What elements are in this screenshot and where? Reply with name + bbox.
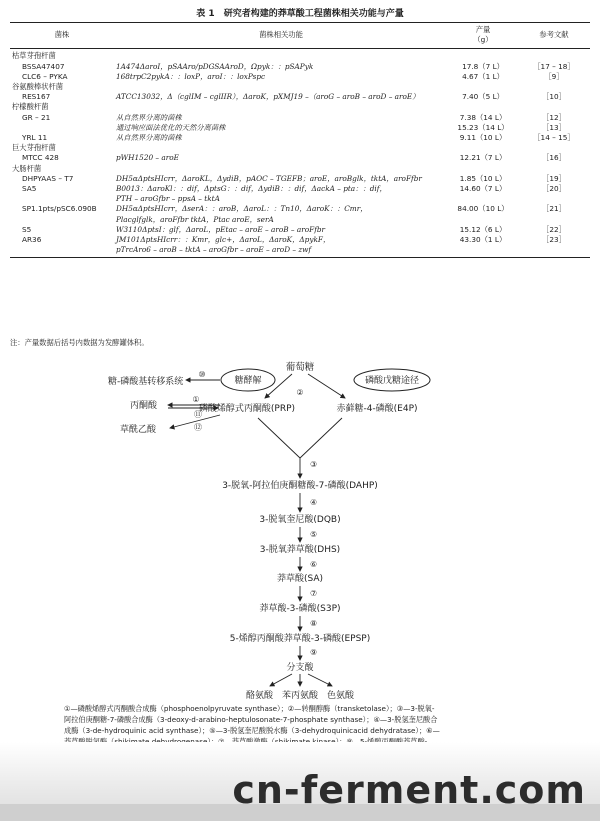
yield-cell (448, 82, 518, 92)
reference-cell (518, 245, 590, 258)
function-cell: DH5αΔptsHIcrr，ΔserA：：aroB，ΔaroL：：Tn10，ΔaroK：：Cmr， (116, 204, 368, 214)
to-tyrosine-arrow (270, 674, 292, 686)
epsp-label: 5-烯醇丙酮酸莽草酸-3-磷酸(EPSP) (229, 634, 371, 644)
strain-table (10, 22, 590, 258)
reference-cell: ［13］ (542, 122, 566, 132)
yield-cell: 15.12（6 L） (459, 224, 507, 234)
strain-cell: 枯草芽孢杆菌 (12, 51, 56, 61)
function-cell: 从自然界分离的菌株 (116, 133, 182, 143)
reference-cell (518, 49, 590, 62)
e4p-converge-line (300, 418, 342, 458)
table-group-row (10, 102, 590, 112)
function-cell: pWH1520 – aroE (116, 153, 179, 163)
table-group-row (10, 82, 590, 92)
dhs-label: 3-脱氧莽草酸(DHS) (259, 545, 341, 555)
function-cell (114, 82, 448, 92)
sa-label: 莽草酸(SA) (276, 574, 324, 584)
table-header-row (10, 23, 590, 49)
function-cell: ATCC13032，Δ（cglIM – cglIIR），ΔaroK，pXMJ19 –（aroG – aroB – aroD – aroE） (116, 92, 420, 102)
function-cell: JM101ΔptsHIcrr：：Kmr，glc+，ΔaroL，ΔaroK，ΔpykF， (116, 235, 331, 245)
site-watermark: cn-ferment.com (232, 768, 586, 812)
yield-cell (448, 215, 518, 225)
step-6-number: ⑥ (310, 560, 318, 569)
table-row (10, 215, 590, 225)
table-row (10, 204, 590, 214)
reference-cell (518, 82, 590, 92)
strain-cell: YRL 11 (22, 133, 48, 143)
pyruvate-label: 丙酮酸 (130, 401, 158, 411)
reference-cell (518, 164, 590, 174)
step-4-number: ④ (310, 498, 318, 507)
reference-cell: ［19］ (542, 173, 566, 183)
yield-cell: 4.67（1 L） (462, 71, 504, 81)
reference-cell: ［20］ (542, 184, 566, 194)
yield-cell: 15.23（14 L） (457, 122, 509, 132)
glucose-label: 葡萄糖 (285, 362, 315, 373)
function-cell (114, 164, 448, 174)
strain-cell: GR – 21 (22, 112, 51, 122)
table-row (10, 62, 590, 72)
yield-cell (448, 164, 518, 174)
table-row (10, 235, 590, 245)
yield-cell: 1.85（10 L） (459, 173, 507, 183)
yield-cell (448, 49, 518, 62)
table-note: 注：产量数据后括号内数据为发酵罐体积。 (10, 338, 149, 347)
step-5-number: ⑤ (310, 530, 318, 539)
table-row (10, 72, 590, 82)
function-cell (114, 143, 448, 153)
table-group-row (10, 164, 590, 174)
table-row (10, 225, 590, 235)
strain-cell (10, 245, 114, 258)
table-row (10, 123, 590, 133)
table-row (10, 153, 590, 163)
pts-label: 糖-磷酸基转移系统 (108, 377, 184, 387)
table-row (10, 174, 590, 184)
header-reference: 参考文献 (518, 23, 590, 49)
reference-cell (518, 143, 590, 153)
reference-cell (518, 102, 590, 112)
reference-cell (518, 194, 590, 204)
strain-cell (10, 215, 114, 225)
function-cell: Placglfglk，aroFfbr tktA，Ptac aroE，serA (116, 214, 274, 224)
pep-converge-line (258, 418, 300, 458)
header-yield: 产量 （g） (448, 23, 518, 49)
reference-cell: ［12］ (542, 112, 566, 122)
legend-line: ①—磷酸烯醇式丙酮酸合成酶（phosphoenolpyruvate synthase）；②—转酮醇酶（transketolase）；③—3-脱氧- (64, 704, 435, 713)
table-group-row (10, 49, 590, 62)
table-group-row (10, 143, 590, 153)
header-function: 菌株相关功能 (114, 23, 448, 49)
shikimate-pathway-diagram (0, 350, 600, 702)
e4p-label: 赤藓糖-4-磷酸(E4P) (336, 404, 418, 414)
legend-line: 成酶（3-de-hydroquinic acid synthase）；⑤—3-脱氢奎尼酸脱水酶（3-dehydroquinicacid dehydratase）；⑥— (64, 726, 440, 735)
strain-cell: 大肠杆菌 (12, 163, 42, 173)
function-cell: B0013：ΔaroKl：：dif，ΔptsG：：dif，ΔydiB：：dif，ΔackA – pta：：dif， (116, 184, 387, 194)
reference-cell (518, 215, 590, 225)
step-2-number: ② (296, 388, 304, 397)
strain-cell: 谷氨酸棒状杆菌 (12, 82, 64, 92)
oxaloacetate-label: 草酰乙酸 (120, 425, 157, 435)
strain-cell: RES167 (22, 92, 51, 102)
strain-cell (10, 194, 114, 204)
pep-label: 磷酸烯醇式丙酮酸(PRP) (198, 404, 296, 414)
yield-cell: 9.11（10 L） (459, 133, 507, 143)
function-cell: 通过响应面法优化的天然分离菌株 (116, 122, 226, 132)
strain-cell: CLC6 – PYKA (22, 71, 68, 81)
reference-cell: ［10］ (542, 92, 566, 102)
legend-line: 阿拉伯庚酮糖-7-磷酸合成酶（3-deoxy-d-arabino-heptulosonate-7-phosphate synthase）；④—3-脱氢奎尼酸合 (64, 715, 438, 724)
aromatic-amino-acids-label: 酪氨酸 苯丙氨酸 色氨酸 (245, 691, 355, 701)
function-cell (114, 102, 448, 112)
strain-cell: AR36 (22, 235, 42, 245)
function-cell: pTrcAro6 – aroB – tktA – aroGfbr – aroE – aroD – zwf (114, 245, 448, 258)
yield-cell (448, 194, 518, 204)
step-11-number: ⑪ (194, 410, 202, 419)
strain-cell: BSSA47407 (22, 61, 65, 71)
strain-cell: MTCC 428 (22, 153, 59, 163)
function-cell: W3110ΔptsI：glf，ΔaroL，pEtac – aroE – aroB – aroFfbr (116, 224, 326, 234)
glycolysis-label: 糖酵解 (234, 376, 262, 386)
reference-cell: ［9］ (544, 71, 564, 81)
step-9-number: ⑨ (310, 648, 318, 657)
chorismate-label: 分支酸 (286, 663, 314, 673)
step-7-number: ⑦ (310, 589, 318, 598)
glucose-to-pep-arrow (265, 374, 292, 398)
function-cell: 从自然界分离的菌株 (116, 112, 182, 122)
table-row (10, 133, 590, 143)
strain-cell: 巨大芽孢杆菌 (12, 143, 56, 153)
table-row (10, 113, 590, 123)
yield-cell: 84.00（10 L） (457, 204, 509, 214)
glucose-to-e4p-arrow (308, 374, 345, 398)
strain-cell: SA5 (22, 184, 37, 194)
dahp-label: 3-脱氧-阿拉伯庚酮糖酸-7-磷酸(DAHP) (222, 481, 378, 491)
reference-cell: ［16］ (542, 153, 566, 163)
header-strain: 菌株 (10, 23, 114, 49)
table-caption: 表 1 研究者构建的莽草酸工程菌株相关功能与产量 (196, 9, 404, 19)
table-row (10, 92, 590, 102)
yield-cell: 17.8（7 L） (462, 61, 504, 71)
yield-cell (448, 143, 518, 153)
reference-cell: ［17 – 18］ (533, 61, 575, 71)
yield-cell: 7.40（5 L） (462, 92, 504, 102)
reference-cell: ［22］ (542, 224, 566, 234)
yield-cell: 14.60（7 L） (459, 184, 507, 194)
strain-cell (10, 123, 114, 133)
strain-cell: SP1.1pts/pSC6.090B (22, 204, 97, 214)
function-cell: 168trpC2pykA：：loxP，aroI：：loxPspc (116, 71, 266, 81)
strain-cell: DHPYAAS – T7 (22, 173, 74, 183)
strain-cell: 柠檬酸杆菌 (12, 102, 49, 112)
table-body (10, 49, 590, 258)
yield-cell: 43.30（1 L） (459, 235, 507, 245)
step-12-number: ⑫ (194, 423, 202, 432)
function-cell: PTH – aroGfbr – ppsA – tktA (116, 194, 220, 204)
step-1-number: ① (192, 395, 200, 404)
function-cell (114, 49, 448, 62)
yield-cell (448, 102, 518, 112)
function-cell: 1A474ΔaroI，pSAAro/pDGSAAroD，Ωpyk：：pSAPyk (116, 61, 314, 71)
s3p-label: 莽草酸-3-磷酸(S3P) (259, 604, 341, 614)
table-row (10, 194, 590, 204)
table-row (10, 184, 590, 194)
reference-cell: ［23］ (542, 235, 566, 245)
reference-cell: ［14 – 15］ (533, 133, 575, 143)
dqb-label: 3-脱氧奎尼酸(DQB) (259, 515, 341, 525)
to-tryptophan-arrow (308, 674, 332, 686)
yield-cell (448, 245, 518, 258)
yield-cell: 7.38（14 L） (459, 112, 507, 122)
step-10-number: ⑩ (198, 370, 206, 379)
function-cell: DH5αΔptsHIcrr，ΔaroKL，ΔydiB，pAOC – TGEFB；aroE，aroBglk，tktA，aroFfbr (116, 173, 422, 183)
strain-cell: S5 (22, 224, 32, 234)
step-8-number: ⑧ (310, 619, 318, 628)
yield-cell: 12.21（7 L） (459, 153, 507, 163)
table-row (10, 245, 590, 258)
step-3-number: ③ (310, 460, 318, 469)
ppp-label: 磷酸戊糖途径 (364, 376, 420, 386)
reference-cell: ［21］ (542, 204, 566, 214)
